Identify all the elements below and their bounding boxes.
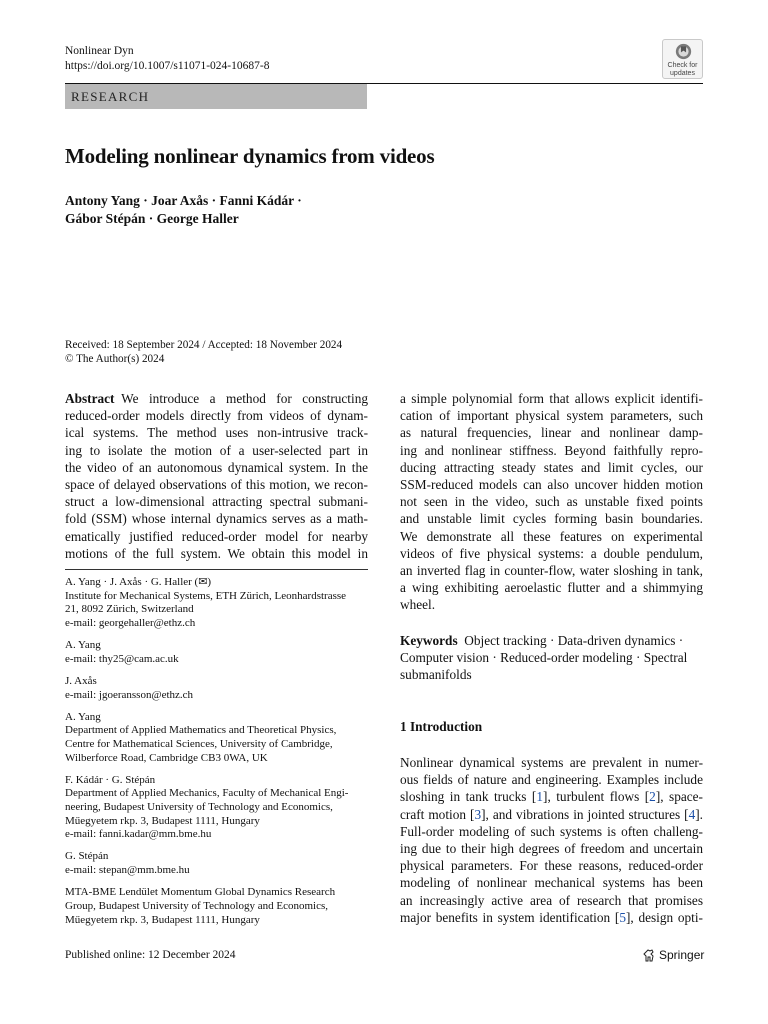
crossmark-icon xyxy=(675,43,692,60)
citation-link[interactable]: 1 xyxy=(536,789,544,805)
text-line: ous fields of nature and engineering. Examples include xyxy=(400,772,703,788)
affiliation-line: Department of Applied Mechanics, Faculty of Mechanical Engi- xyxy=(65,787,349,800)
affiliation-line: Centre for Mathematical Sciences, University of Cambridge, xyxy=(65,737,333,750)
authors-line: Antony Yang · Joar Axås · Fanni Kádár · xyxy=(65,193,302,208)
text-line: major benefits in system identification [5], design opti- xyxy=(400,909,703,925)
email-link[interactable]: e-mail: fanni.kadar@mm.bme.hu xyxy=(65,828,212,841)
text-line: a wing exhibiting aeroelastic flutter and a shimmying xyxy=(400,580,703,596)
citation-link[interactable]: 5 xyxy=(619,909,626,925)
published-date: Published online: 12 December 2024 xyxy=(65,949,236,961)
section-heading-introduction: 1 Introduction xyxy=(400,719,483,734)
text-line: sloshing in tank trucks [1], turbulent flows [2], space- xyxy=(400,789,703,805)
received-accepted: Received: 18 September 2024 / Accepted: 18 November 2024 xyxy=(65,339,343,351)
keywords-line: Object tracking · Data-driven dynamics · xyxy=(464,633,684,648)
text-line: struct a low-dimensional attracting spectral submani- xyxy=(65,494,368,510)
keywords xyxy=(400,632,703,684)
text-line: space of delayed observations of this motion, we recon- xyxy=(65,476,368,492)
affiliation-block xyxy=(65,850,368,877)
affiliation-line: F. Kádár · G. Stépán xyxy=(65,773,156,786)
text-line: reduced-order models directly from videos of dynam- xyxy=(65,408,368,424)
keywords-line: Computer vision · Reduced-order modeling · Spectral xyxy=(400,650,688,666)
text-line: ing and nonlinear stiffness. Beyond faithfully repro- xyxy=(400,442,703,458)
affiliation-line: Műegyetem rkp. 3, Budapest 1111, Hungary xyxy=(65,814,260,827)
affiliation-line: J. Axås xyxy=(65,674,97,687)
email-link[interactable]: e-mail: jgoeransson@ethz.ch xyxy=(65,688,194,701)
affiliation-line: Institute for Mechanical Systems, ETH Zürich, Leonhardstrasse xyxy=(65,589,347,602)
text-line: ing due to their high degrees of freedom and uncertain xyxy=(400,840,703,856)
affiliation-line: Department of Applied Mathematics and Theoretical Physics, xyxy=(65,724,337,737)
text-line: videos of five physical systems: a double pendulum, xyxy=(400,545,703,561)
check-for-updates-badge[interactable] xyxy=(662,39,703,79)
text-line: wheel. xyxy=(400,597,436,613)
affiliation-line: neering, Budapest University of Technology and Economics, xyxy=(65,801,333,814)
affiliation-line: MTA-BME Lendület Momentum Global Dynamics Research xyxy=(65,886,336,899)
text-line: the video of an autonomous dynamical system. In the xyxy=(65,459,368,475)
text-line: a simple polynomial form that allows explicit identifi- xyxy=(400,391,703,406)
publisher-name: Springer xyxy=(659,948,705,962)
text-line: ematically justified reduced-order model for nearby xyxy=(65,528,368,544)
text-line: Abstract We introduce a method for constructing xyxy=(65,391,368,406)
affiliation-line: Group, Budapest University of Technology and Economics, xyxy=(65,899,328,912)
text-line: craft motion [3], and vibrations in jointed structures [4]. xyxy=(400,806,703,822)
affiliation-line: 21, 8092 Zürich, Switzerland xyxy=(65,603,194,616)
text-line: Nonlinear dynamical systems are prevalent in numer- xyxy=(400,755,703,770)
publisher-logo xyxy=(643,948,704,962)
affiliation-block xyxy=(65,639,368,666)
citation-link[interactable]: 3 xyxy=(474,806,482,822)
journal-header xyxy=(65,44,269,74)
text-line: an increasingly active area of research that promises xyxy=(400,892,703,908)
text-line: fold (SSM) whose internal dynamics serves as a math- xyxy=(65,511,368,527)
text-line: not seen in the video, such as unstable fixed points xyxy=(400,494,703,510)
text-line: physical parameters. For these reasons, reduced-order xyxy=(400,858,703,874)
email-link[interactable]: e-mail: stepan@mm.bme.hu xyxy=(65,864,190,877)
affiliations xyxy=(65,576,368,936)
text-line: ing to isolate the motion of a user-selected part in xyxy=(65,442,368,458)
crossmark-text: Check for updates xyxy=(667,62,698,77)
author-list xyxy=(65,192,302,228)
text-line: motions of the full system. We obtain this model in xyxy=(65,545,368,561)
keywords-line: submanifolds xyxy=(400,667,472,683)
text-line: SSM-reduced models can also uncover hidden motion xyxy=(400,476,703,492)
text-line: Full-order modeling of such systems is often challeng- xyxy=(400,823,703,839)
text-line: ducing attracting steady states and limit cycles, our xyxy=(400,459,703,475)
abstract-right-column xyxy=(400,390,703,613)
paper-title: Modeling nonlinear dynamics from videos xyxy=(65,144,435,168)
citation-link[interactable]: 4 xyxy=(688,806,696,822)
affiliation-line: G. Stépán xyxy=(65,850,109,863)
email-link[interactable]: e-mail: thy25@cam.ac.uk xyxy=(65,652,179,665)
text-line: We demonstrate all these features on experimental xyxy=(400,528,703,544)
text-line: and unstable limit cycles forming basin boundaries. xyxy=(400,511,703,527)
abstract-label: Abstract xyxy=(65,391,115,406)
article-dates xyxy=(65,338,342,366)
keywords-label: Keywords xyxy=(400,633,458,648)
affiliation-block xyxy=(65,576,368,631)
doi-link[interactable]: https://doi.org/10.1007/s11071-024-10687-8 xyxy=(65,60,270,72)
affiliation-block xyxy=(65,886,368,927)
journal-name: Nonlinear Dyn xyxy=(65,45,134,57)
citation-link[interactable]: 2 xyxy=(649,789,656,805)
authors-line: Gábor Stépán · George Haller xyxy=(65,211,239,226)
copyright: © The Author(s) 2024 xyxy=(65,353,165,365)
affiliation-block xyxy=(65,675,368,702)
affiliation-line: A. Yang xyxy=(65,710,101,723)
email-link[interactable]: e-mail: georgehaller@ethz.ch xyxy=(65,617,196,630)
introduction-body xyxy=(400,754,703,926)
affiliation-line: A. Yang xyxy=(65,639,101,652)
section-label: RESEARCH xyxy=(65,84,367,109)
text-line: as natural frequencies, linear and nonlinear damp- xyxy=(400,425,703,441)
affiliation-block xyxy=(65,774,368,843)
text-line: an inverted flag in counter-flow, water sloshing in tank, xyxy=(400,562,703,578)
text-line: cation of important physical system parameters, such xyxy=(400,408,703,424)
affiliation-block xyxy=(65,711,368,766)
affiliation-rule xyxy=(65,569,368,570)
springer-horse-icon xyxy=(643,949,655,962)
affiliation-line: Wilberforce Road, Cambridge CB3 0WA, UK xyxy=(65,751,268,764)
text-line: ical systems. The method uses non-intrusive track- xyxy=(65,425,368,441)
abstract-left-column xyxy=(65,390,368,562)
affiliation-line: Műegyetem rkp. 3, Budapest 1111, Hungary xyxy=(65,913,260,926)
text-line: modeling of nonlinear mechanical systems has been xyxy=(400,875,703,891)
affiliation-line: A. Yang · J. Axås · G. Haller (✉) xyxy=(65,576,212,588)
